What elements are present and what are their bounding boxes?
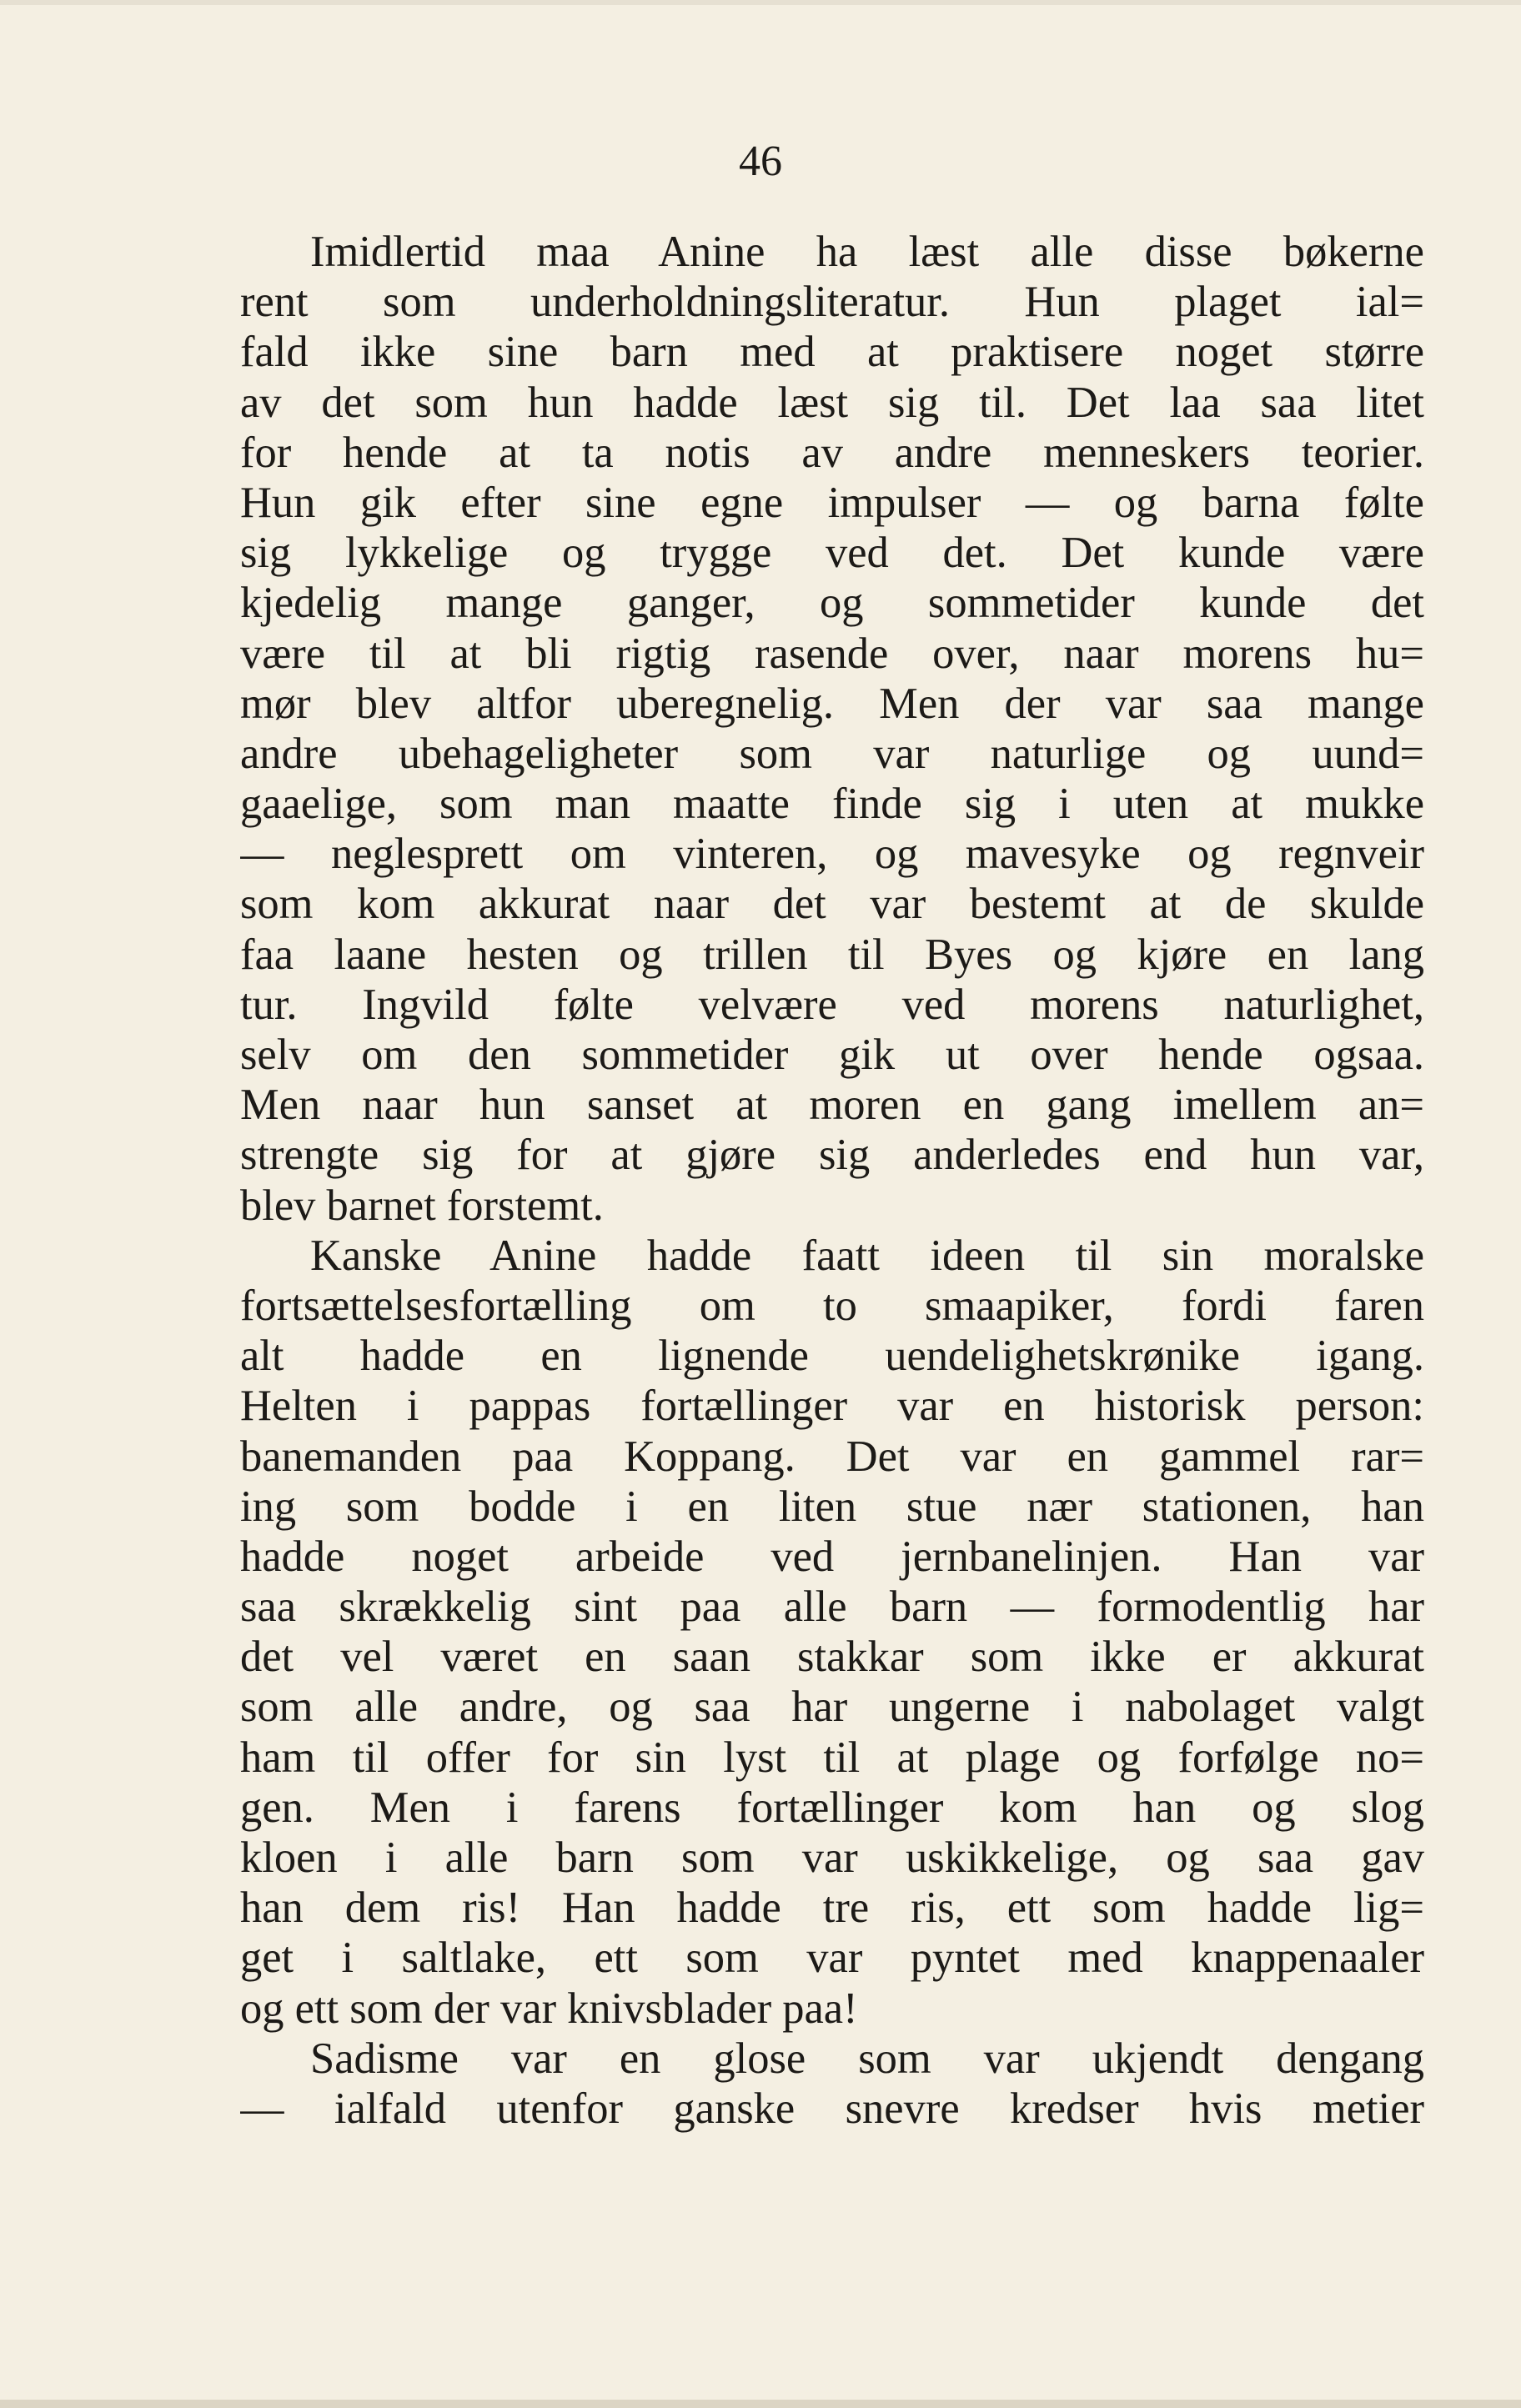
text-line: get i saltlake, ett som var pyntet med knappenaaler [240, 1934, 1424, 1983]
text-line: — neglesprett om vinteren, og mavesyke og regnveir [240, 830, 1424, 879]
text-line: Helten i pappas fortællinger var en historisk person: [240, 1382, 1424, 1431]
text-line: andre ubehageligheter som var naturlige og uund= [240, 729, 1424, 778]
text-line: kjedelig mange ganger, og sommetider kunde det [240, 579, 1424, 628]
text-line: saa skrækkelig sint paa alle barn — formodentlig har [240, 1583, 1424, 1632]
body-text [240, 227, 1424, 2134]
text-line: Hun gik efter sine egne impulser — og barna følte [240, 478, 1424, 527]
text-line: fald ikke sine barn med at praktisere noget større [240, 328, 1424, 377]
text-line: Imidlertid maa Anine ha læst alle disse bøkerne [310, 228, 1424, 276]
text-line: Men naar hun sanset at moren en gang imellem an= [240, 1081, 1424, 1130]
text-line: ham til offer for sin lyst til at plage og forfølge no= [240, 1733, 1424, 1782]
page-edge [0, 2400, 1521, 2408]
text-line: faa laane hesten og trillen til Byes og kjøre en lang [240, 930, 1424, 979]
text-line: gaaelige, som man maatte finde sig i uten at mukke [240, 780, 1424, 829]
text-line: sig lykkelige og trygge ved det. Det kunde være [240, 529, 1424, 578]
text-line: det vel været en saan stakkar som ikke er akkurat [240, 1633, 1424, 1682]
text-line: og ett som der var knivsblader paa! [240, 1984, 858, 2033]
text-line: for hende at ta notis av andre menneskers teorier. [240, 428, 1424, 477]
text-line: han dem ris! Han hadde tre ris, ett som hadde lig= [240, 1884, 1424, 1933]
text-line: rent som underholdningsliteratur. Hun plaget ial= [240, 278, 1424, 327]
text-line: tur. Ingvild følte velvære ved morens naturlighet, [240, 980, 1424, 1029]
text-line: — ialfald utenfor ganske snevre kredser hvis metier [240, 2084, 1424, 2133]
text-line: blev barnet forstemt. [240, 1181, 604, 1230]
text-line: Kanske Anine hadde faatt ideen til sin moralske [310, 1231, 1424, 1280]
text-line: ing som bodde i en liten stue nær stationen, han [240, 1482, 1424, 1531]
text-line: av det som hun hadde læst sig til. Det laa saa litet [240, 378, 1424, 427]
text-line: som kom akkurat naar det var bestemt at de skulde [240, 880, 1424, 929]
text-line: strengte sig for at gjøre sig anderledes end hun var, [240, 1131, 1424, 1180]
text-line: Sadisme var en glose som var ukjendt dengang [310, 2034, 1424, 2083]
text-line: selv om den sommetider gik ut over hende ogsaa. [240, 1031, 1424, 1079]
text-line: som alle andre, og saa har ungerne i nabolaget valgt [240, 1683, 1424, 1732]
text-line: alt hadde en lignende uendelighetskrønike igang. [240, 1332, 1424, 1381]
text-line: gen. Men i farens fortællinger kom han og slog [240, 1783, 1424, 1832]
text-line: banemanden paa Koppang. Det var en gammel rar= [240, 1432, 1424, 1481]
text-line: kloen i alle barn som var uskikkelige, og saa gav [240, 1834, 1424, 1882]
text-line: være til at bli rigtig rasende over, naar morens hu= [240, 629, 1424, 678]
page-number: 46 [739, 138, 782, 185]
text-line: hadde noget arbeide ved jernbanelinjen. Han var [240, 1532, 1424, 1581]
text-line: fortsættelsesfortælling om to smaapiker, fordi faren [240, 1281, 1424, 1330]
text-line: mør blev altfor uberegnelig. Men der var saa mange [240, 679, 1424, 728]
